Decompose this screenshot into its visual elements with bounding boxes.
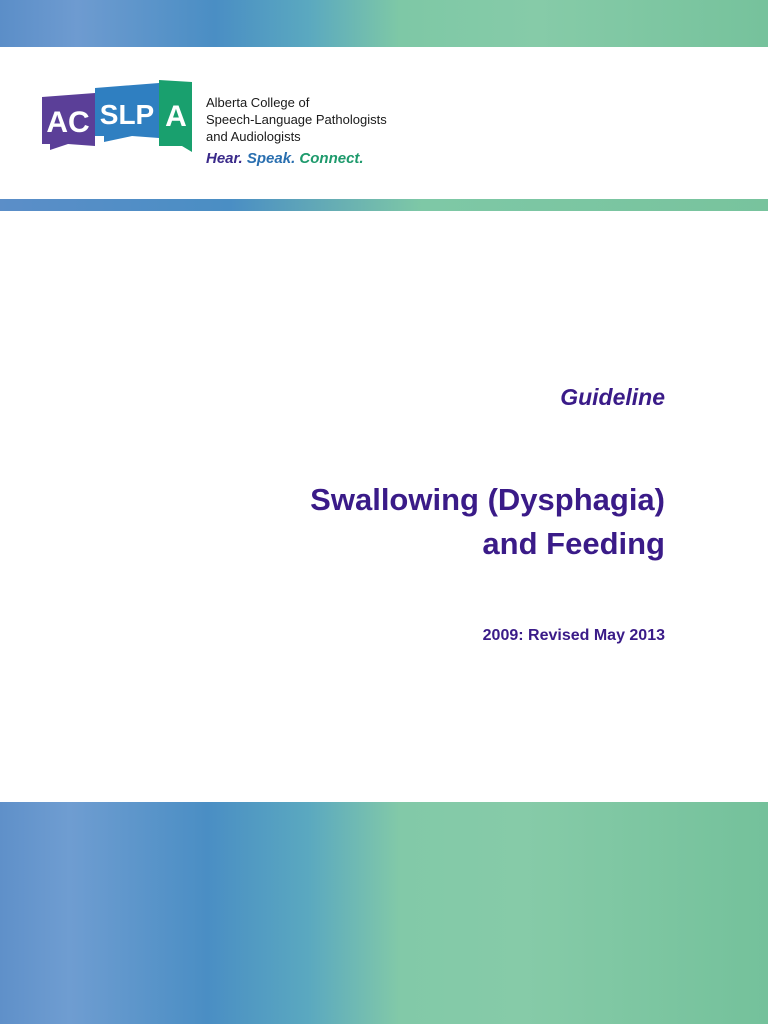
tagline-hear: Hear. — [206, 150, 243, 167]
document-date: 2009: Revised May 2013 — [482, 627, 665, 644]
logo-slp-text: SLP — [99, 99, 155, 130]
title-line: and Feeding — [482, 526, 665, 561]
bottom-gradient-band — [0, 802, 768, 1024]
header-stripe — [0, 199, 768, 211]
top-gradient-band — [0, 0, 768, 47]
tagline-speak: Speak. — [246, 150, 296, 167]
org-line: Alberta College of — [206, 95, 310, 110]
tagline-connect: Connect. — [299, 150, 364, 167]
title-line: Swallowing (Dysphagia) — [310, 482, 665, 517]
acslpa-logo-mark — [40, 80, 193, 156]
logo-ac-text: AC — [46, 106, 90, 139]
document-title — [145, 478, 665, 566]
logo-a-text: A — [165, 100, 187, 133]
document-type: Guideline — [560, 384, 665, 410]
organization-name — [206, 94, 387, 145]
org-line: and Audiologists — [206, 129, 301, 144]
org-line: Speech-Language Pathologists — [206, 112, 387, 127]
tagline — [206, 150, 364, 167]
